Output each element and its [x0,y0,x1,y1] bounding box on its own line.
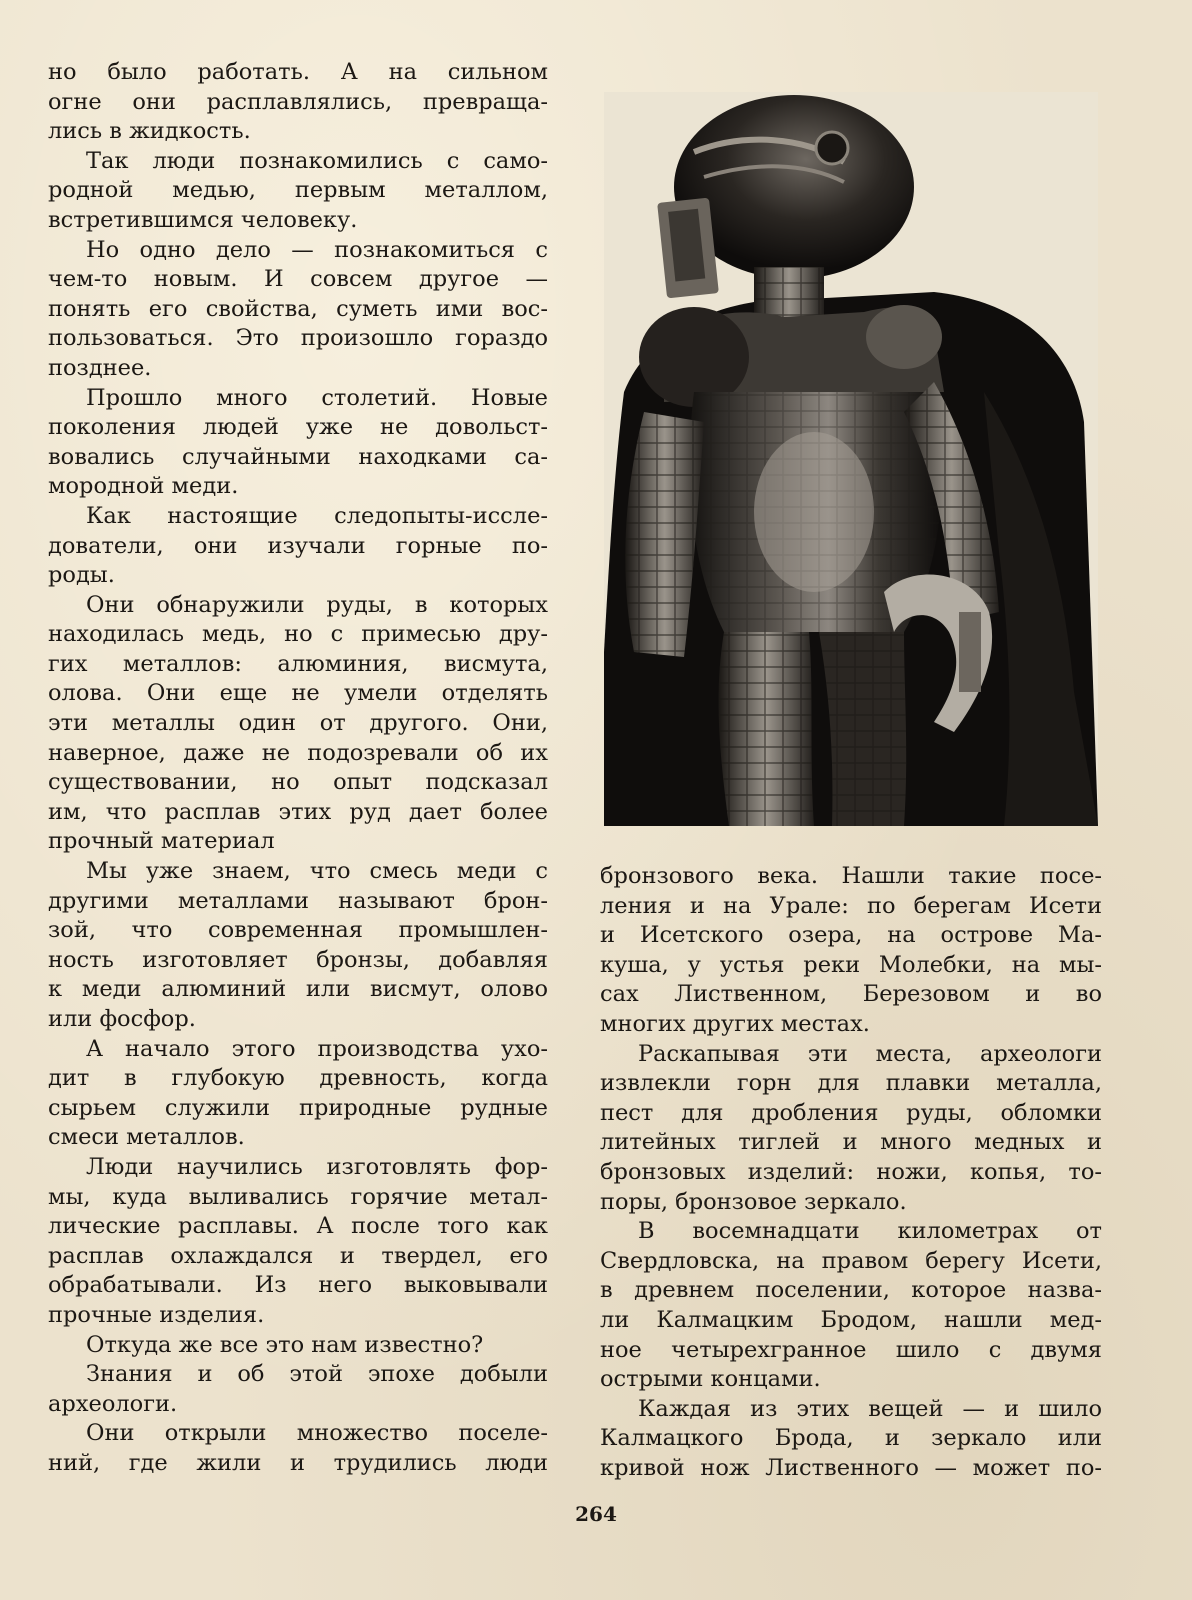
text-line: ное четырехгранное шило с двумя [600,1336,1102,1363]
text-line: гих металлов: алюминия, висмута, [48,650,548,677]
right-text-column [600,862,1102,1483]
text-line: Знания и об этой эпохе добыли [86,1361,548,1388]
text-line: дит в глубокую древность, когда [48,1065,548,1092]
text-line: Как настоящие следопыты-иссле- [86,502,548,529]
text-line: или фосфор. [48,1006,196,1032]
text-line: острыми концами. [600,1366,821,1393]
text-line: мородной меди. [48,473,239,500]
text-line: Но одно дело — познакомиться с [86,236,548,263]
text-line: поколения людей уже не довольст- [48,414,548,441]
text-line: прочные изделия. [48,1301,265,1328]
robot-photo [604,92,1098,826]
text-line: дователи, они изучали горные по- [48,532,548,559]
text-line: пест для дробления руды, обломки [600,1099,1102,1126]
page-number: 264 [575,1502,617,1526]
text-line: понять его свойства, суметь ими вос- [48,295,548,322]
text-line: в древнем поселении, которое назва- [600,1277,1102,1304]
text-line: роды. [48,562,115,589]
text-line: Раскапывая эти места, археологи [638,1040,1102,1067]
text-line: чем-то новым. И совсем другое — [48,266,548,293]
text-line: позднее. [48,354,152,381]
text-line: родной медью, первым металлом, [48,177,548,204]
text-line: расплав охлаждался и твердел, его [48,1242,548,1269]
text-line: куша, у устья реки Молебки, на мы- [600,951,1102,978]
text-line: извлекли горн для плавки металла, [600,1070,1102,1097]
text-line: Они обнаружили руды, в которых [86,591,548,618]
text-line: ний, где жили и трудились люди [48,1449,548,1476]
text-line: кривой нож Лиственного — может по- [600,1454,1102,1481]
text-line: лические расплавы. А после того как [48,1213,548,1240]
text-line: существовании, но опыт подсказал [48,769,548,796]
text-line: другими металлами называют брон- [48,887,548,914]
text-line: А начало этого производства ухо- [86,1035,548,1062]
text-line: вовались случайными находками са- [48,443,548,470]
text-line: Мы уже знаем, что смесь меди с [86,858,548,885]
text-line: Откуда же все это нам известно? [86,1331,484,1358]
text-line: сах Лиственном, Березовом и во [600,981,1102,1008]
text-line: смеси металлов. [48,1124,245,1151]
text-line: эти металлы один от другого. Они, [48,710,548,737]
text-line: Прошло много столетий. Новые [86,384,548,411]
text-line: ления и на Урале: по берегам Исети [600,892,1102,919]
text-line: зой, что современная промышлен- [48,917,548,944]
text-line: поры, бронзовое зеркало. [600,1188,907,1215]
text-line: бронзовых изделий: ножи, копья, то- [600,1158,1102,1185]
text-line: лись в жидкость. [48,118,251,145]
text-line: бронзового века. Нашли такие посе- [600,863,1102,889]
text-line: Они открыли множество поселе- [86,1420,548,1447]
robot-figure-illustration [604,92,1098,826]
text-line: мы, куда выливались горячие метал- [48,1183,548,1210]
text-line: им, что расплав этих руд дает более [48,798,548,825]
text-line: олова. Они еще не умели отделять [48,680,548,707]
text-line: сырьем служили природные рудные [48,1094,548,1121]
text-line: Так люди познакомились с само- [86,147,548,174]
text-line: В восемнадцати километрах от [638,1218,1102,1245]
text-line: встретившимся человеку. [48,206,358,233]
text-line: прочный материал [48,828,275,855]
text-line: Каждая из этих вещей — и шило [638,1395,1102,1422]
text-line: пользоваться. Это произошло гораздо [48,325,548,352]
text-line: но было работать. А на сильном [48,59,548,85]
text-line: Калмацкого Брода, и зеркало или [600,1425,1102,1452]
text-line: обрабатывали. Из него выковывали [48,1272,548,1299]
text-line: ли Калмацким Бродом, нашли мед- [600,1306,1102,1333]
text-line: Люди научились изготовлять фор- [86,1153,548,1180]
text-line: Свердловска, на правом берегу Исети, [600,1247,1102,1274]
text-line: к меди алюминий или висмут, олово [48,976,548,1003]
text-line: наверное, даже не подозревали об их [48,739,548,766]
text-line: огне они расплавлялись, превраща- [48,88,548,115]
text-line: находилась медь, но с примесью дру- [48,621,548,648]
text-line: ность изготовляет бронзы, добавляя [48,946,548,973]
left-text-column [48,58,548,1479]
text-line: и Исетского озера, на острове Ма- [600,922,1102,949]
text-line: археологи. [48,1390,178,1417]
text-line: многих других местах. [600,1010,870,1037]
text-line: литейных тиглей и много медных и [600,1129,1102,1156]
